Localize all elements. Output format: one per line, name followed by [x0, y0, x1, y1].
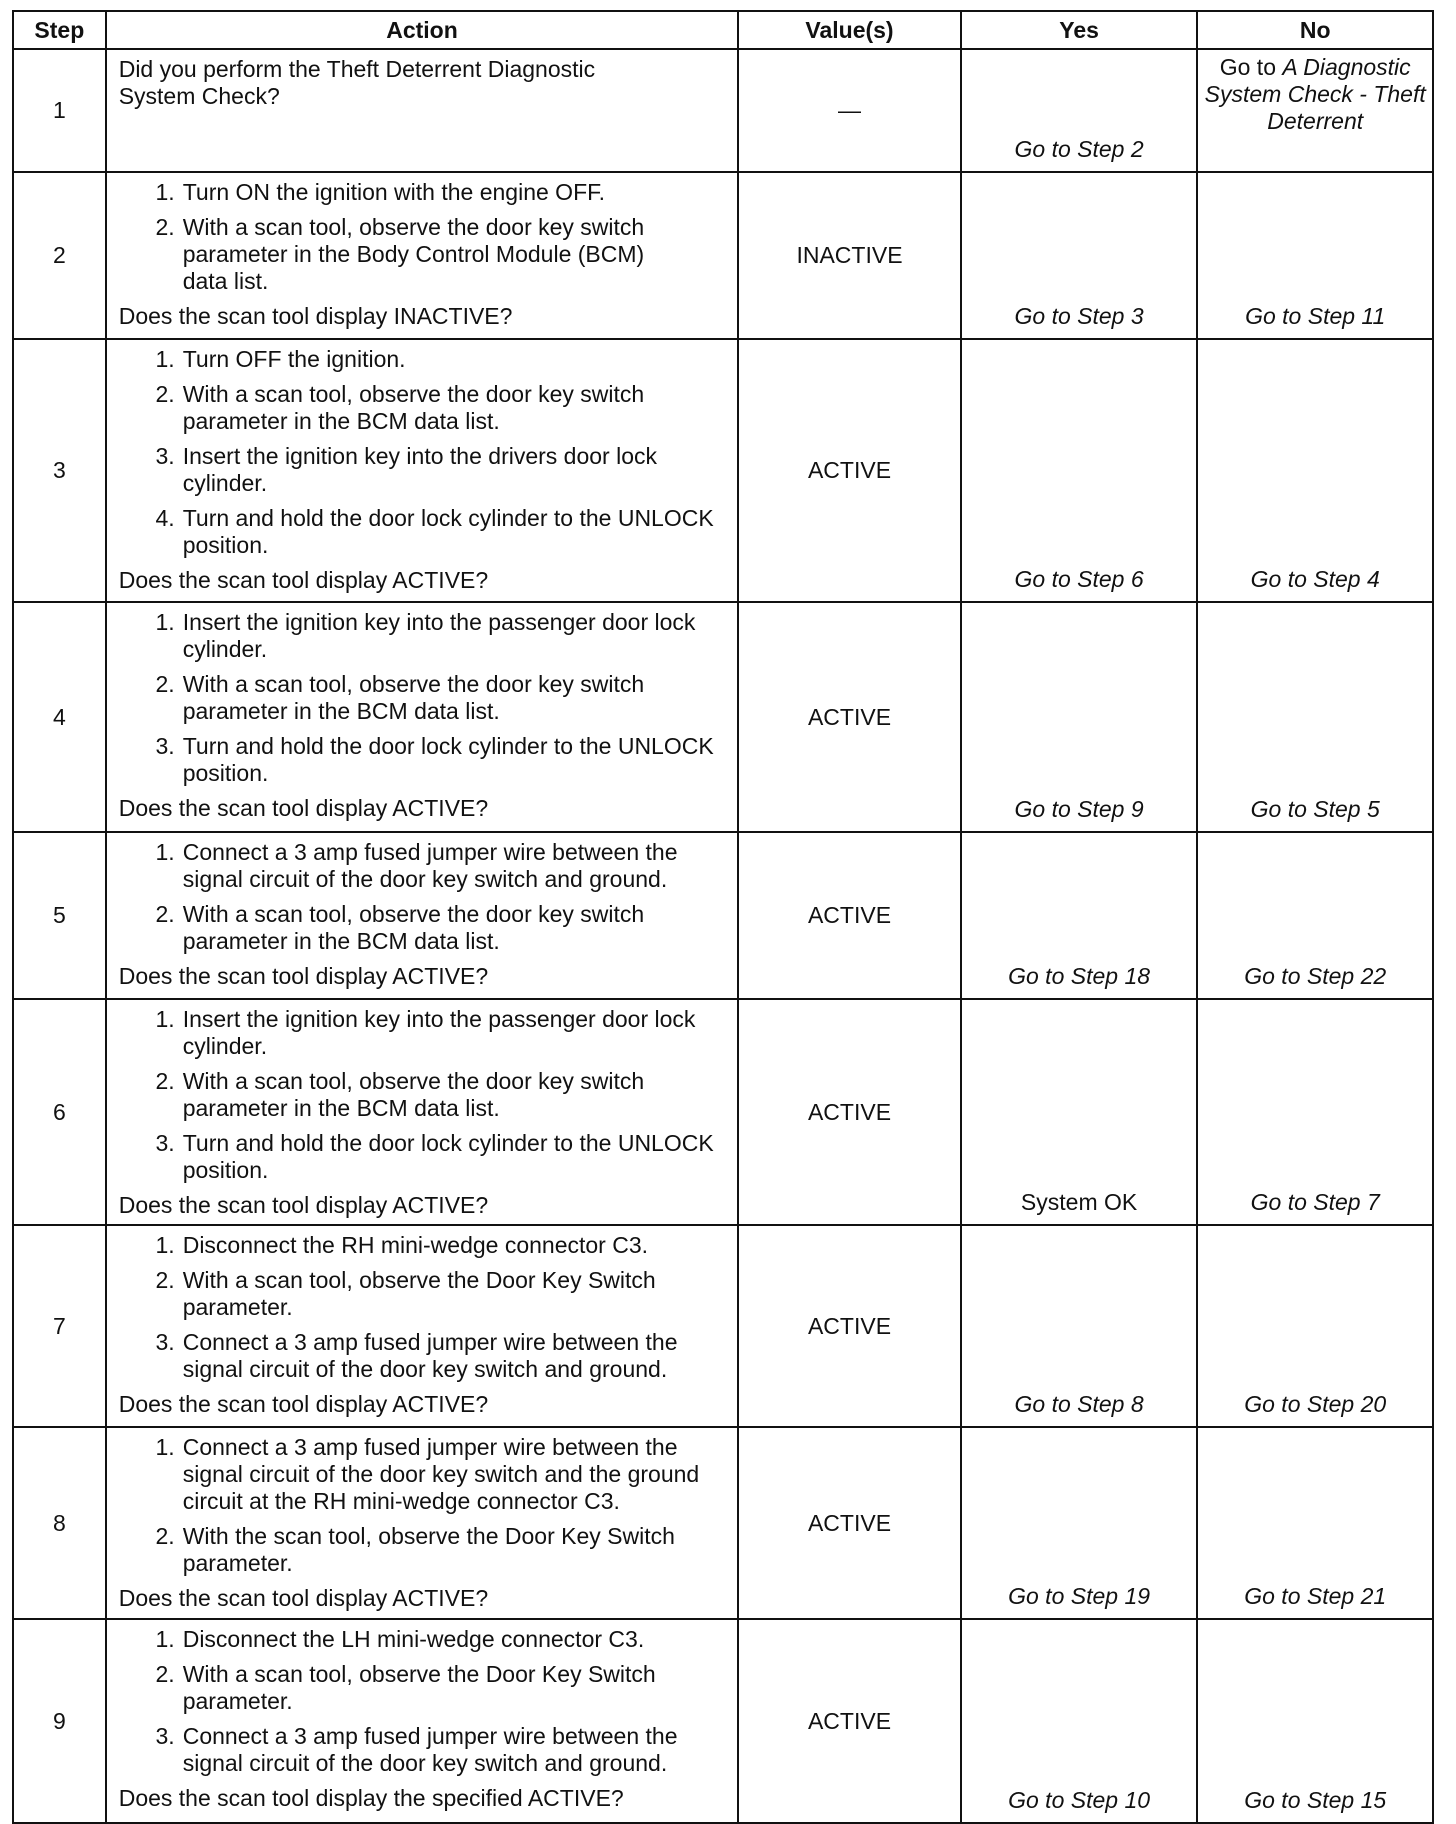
action-question: Does the scan tool display ACTIVE?	[118, 1585, 489, 1611]
table-row	[13, 339, 1433, 602]
value-cell: ACTIVE	[738, 1225, 960, 1427]
action-question: Does the scan tool display ACTIVE?	[118, 1391, 489, 1417]
action-cell	[106, 1427, 739, 1619]
item-number: 2.	[155, 1523, 175, 1549]
action-item	[119, 1130, 728, 1184]
item-number: 2.	[155, 901, 175, 927]
action-cell	[106, 172, 739, 339]
yes-cell: Go to Step 10	[961, 1619, 1198, 1823]
action-question: Does the scan tool display ACTIVE?	[118, 963, 489, 989]
table-row	[13, 1619, 1433, 1823]
step-number: 4	[13, 602, 106, 832]
item-text: Turn and hold the door lock cylinder to the UNLOCK position.	[182, 733, 714, 786]
action-item	[119, 1068, 728, 1122]
no-cell: Go to Step 22	[1197, 832, 1433, 999]
item-text: Turn and hold the door lock cylinder to the UNLOCK position.	[182, 1130, 714, 1183]
table-row	[13, 1225, 1433, 1427]
item-text: With a scan tool, observe the Door Key Switch parameter.	[182, 1661, 656, 1714]
action-item	[119, 1661, 728, 1715]
item-text: With a scan tool, observe the Door Key Switch parameter.	[182, 1267, 656, 1320]
item-text: Turn ON the ignition with the engine OFF.	[182, 179, 606, 205]
item-number: 1.	[155, 1232, 175, 1258]
action-cell	[106, 602, 739, 832]
item-number: 1.	[155, 346, 175, 372]
item-number: 3.	[155, 733, 175, 759]
item-number: 3.	[155, 1130, 175, 1156]
yes-cell: Go to Step 18	[961, 832, 1198, 999]
item-text: Connect a 3 amp fused jumper wire between the signal circuit of the door key switch and ground.	[182, 839, 678, 892]
action-item	[119, 214, 728, 295]
action-question: Does the scan tool display INACTIVE?	[118, 303, 513, 329]
yes-cell: Go to Step 9	[961, 602, 1198, 832]
item-text: Connect a 3 amp fused jumper wire between the signal circuit of the door key switch and ground.	[182, 1723, 678, 1776]
table-row	[13, 1427, 1433, 1619]
item-number: 2.	[155, 1068, 175, 1094]
value-cell: ACTIVE	[738, 602, 960, 832]
value-cell: ACTIVE	[738, 1427, 960, 1619]
step-number: 8	[13, 1427, 106, 1619]
header-action: Action	[106, 11, 739, 49]
step-number: 1	[13, 49, 106, 172]
action-list	[119, 1006, 728, 1184]
item-number: 2.	[155, 1267, 175, 1293]
action-item	[119, 443, 728, 497]
action-list	[119, 1232, 728, 1383]
item-number: 1.	[155, 839, 175, 865]
diagnostic-table	[12, 10, 1434, 1824]
action-list	[119, 179, 728, 295]
item-text: Connect a 3 amp fused jumper wire between the signal circuit of the door key switch and the ground circuit at the RH mini-wedge connector C3.	[182, 1434, 700, 1514]
action-item	[119, 839, 728, 893]
yes-cell: Go to Step 2	[961, 49, 1198, 172]
action-list	[119, 839, 728, 955]
action-item	[119, 1626, 728, 1653]
action-item	[119, 1523, 728, 1577]
no-cell: Go to Step 7	[1197, 999, 1433, 1225]
item-text: With a scan tool, observe the door key switch parameter in the BCM data list.	[182, 381, 645, 434]
header-no: No	[1197, 11, 1433, 49]
item-text: Turn OFF the ignition.	[182, 346, 406, 372]
action-item	[119, 1232, 728, 1259]
step-number: 2	[13, 172, 106, 339]
item-text: Insert the ignition key into the passenger door lock cylinder.	[182, 1006, 696, 1059]
value-cell: ACTIVE	[738, 1619, 960, 1823]
item-number: 2.	[155, 381, 175, 407]
action-item	[119, 1329, 728, 1383]
action-item	[119, 609, 728, 663]
item-number: 4.	[155, 505, 175, 531]
header-yes: Yes	[961, 11, 1198, 49]
no-cell: Go to Step 4	[1197, 339, 1433, 602]
item-text: Disconnect the RH mini-wedge connector C3.	[182, 1232, 649, 1258]
item-number: 1.	[155, 1434, 175, 1460]
item-text: With a scan tool, observe the door key switch parameter in the BCM data list.	[182, 1068, 645, 1121]
step-number: 7	[13, 1225, 106, 1427]
action-item	[119, 1267, 728, 1321]
table-row	[13, 49, 1433, 172]
action-item	[119, 1006, 728, 1060]
item-number: 1.	[155, 179, 175, 205]
yes-cell: Go to Step 6	[961, 339, 1198, 602]
header-step: Step	[13, 11, 106, 49]
value-cell: ACTIVE	[738, 339, 960, 602]
table-row	[13, 999, 1433, 1225]
action-question: Does the scan tool display ACTIVE?	[118, 1192, 489, 1218]
action-item	[119, 505, 728, 559]
table-row	[13, 172, 1433, 339]
action-cell	[106, 339, 739, 602]
item-text: With a scan tool, observe the door key switch parameter in the Body Control Module (BCM) data list.	[182, 214, 645, 294]
action-question: Does the scan tool display the specified ACTIVE?	[118, 1785, 624, 1811]
item-number: 2.	[155, 214, 175, 240]
step-number: 6	[13, 999, 106, 1225]
item-number: 1.	[155, 609, 175, 635]
item-number: 2.	[155, 671, 175, 697]
action-item	[119, 733, 728, 787]
item-text: Insert the ignition key into the passenger door lock cylinder.	[182, 609, 696, 662]
action-question: Does the scan tool display ACTIVE?	[118, 795, 489, 821]
yes-cell: Go to Step 3	[961, 172, 1198, 339]
no-prefix: Go to	[1219, 54, 1283, 80]
action-item	[119, 671, 728, 725]
action-item	[119, 346, 728, 373]
value-cell: ACTIVE	[738, 832, 960, 999]
item-text: With a scan tool, observe the door key switch parameter in the BCM data list.	[182, 671, 645, 724]
yes-cell: Go to Step 8	[961, 1225, 1198, 1427]
item-text: Insert the ignition key into the drivers door lock cylinder.	[182, 443, 657, 496]
action-list	[119, 1434, 728, 1577]
action-item	[119, 381, 728, 435]
yes-cell: System OK	[961, 999, 1198, 1225]
table-row	[13, 602, 1433, 832]
action-list	[119, 609, 728, 787]
item-number: 3.	[155, 1723, 175, 1749]
table-row	[13, 832, 1433, 999]
no-link-text: A Diagnostic System Check - Theft Deterrent	[1204, 54, 1426, 134]
header-row	[13, 11, 1433, 49]
action-cell	[106, 1619, 739, 1823]
action-cell	[106, 999, 739, 1225]
item-number: 3.	[155, 443, 175, 469]
action-cell	[106, 49, 739, 172]
action-item	[119, 1434, 728, 1515]
action-item	[119, 901, 728, 955]
action-cell	[106, 832, 739, 999]
no-cell: Go to Step 20	[1197, 1225, 1433, 1427]
value-cell: INACTIVE	[738, 172, 960, 339]
no-cell: Go to Step 15	[1197, 1619, 1433, 1823]
no-cell: Go to Step 5	[1197, 602, 1433, 832]
value-cell: —	[738, 49, 960, 172]
item-number: 1.	[155, 1626, 175, 1652]
step-number: 3	[13, 339, 106, 602]
action-item	[119, 1723, 728, 1777]
item-text: With the scan tool, observe the Door Key Switch parameter.	[182, 1523, 675, 1576]
item-text: Disconnect the LH mini-wedge connector C3.	[182, 1626, 645, 1652]
action-item	[119, 179, 728, 206]
step-number: 5	[13, 832, 106, 999]
item-number: 2.	[155, 1661, 175, 1687]
action-question: Did you perform the Theft Deterrent Diagnostic System Check?	[118, 56, 596, 109]
action-question: Does the scan tool display ACTIVE?	[118, 567, 489, 593]
no-cell	[1197, 49, 1433, 172]
action-list	[119, 1626, 728, 1777]
value-cell: ACTIVE	[738, 999, 960, 1225]
action-list	[119, 346, 728, 559]
step-number: 9	[13, 1619, 106, 1823]
action-cell	[106, 1225, 739, 1427]
item-text: Connect a 3 amp fused jumper wire between the signal circuit of the door key switch and ground.	[182, 1329, 678, 1382]
item-text: Turn and hold the door lock cylinder to the UNLOCK position.	[182, 505, 714, 558]
no-cell: Go to Step 21	[1197, 1427, 1433, 1619]
item-number: 1.	[155, 1006, 175, 1032]
item-number: 3.	[155, 1329, 175, 1355]
item-text: With a scan tool, observe the door key switch parameter in the BCM data list.	[182, 901, 645, 954]
header-values: Value(s)	[738, 11, 960, 49]
yes-cell: Go to Step 19	[961, 1427, 1198, 1619]
no-cell: Go to Step 11	[1197, 172, 1433, 339]
